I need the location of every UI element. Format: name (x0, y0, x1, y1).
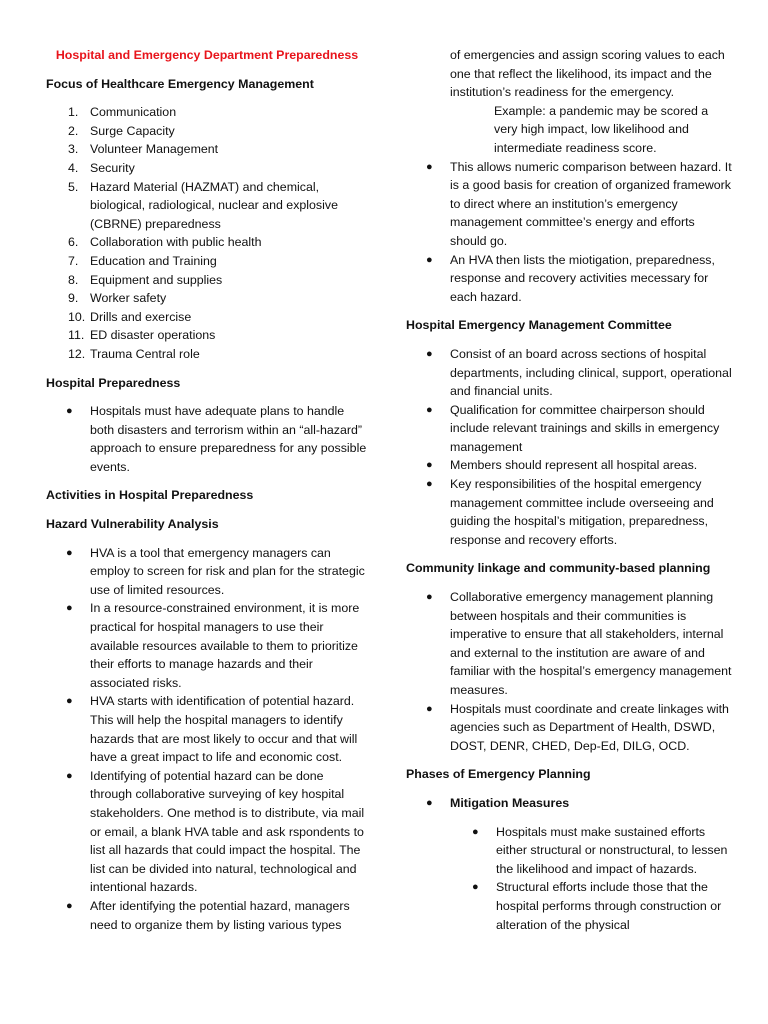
bullet-icon: ● (66, 899, 73, 912)
bullet-icon: ● (426, 459, 433, 472)
community-list (406, 588, 732, 755)
mitigation-list (406, 823, 732, 935)
list-item: ● Hospitals must make sustained efforts either structural or nonstructural, to lessen the likelihood and impact of hazards. (472, 824, 728, 876)
left-column (46, 46, 368, 944)
list-item: 8. Equipment and supplies (68, 272, 223, 287)
list-item: ● In a resource-constrained environment, it is more practical for hospital managers to use their available resources available to them to prioritize their efforts to manage hazards and their associated risks. (66, 601, 360, 690)
hva-continuation-text: of emergencies and assign scoring values to each one that reflect the likelihood, its impact and the institution’s readiness for the emergency. (450, 48, 725, 100)
list-item: 2. Surge Capacity (68, 123, 175, 138)
hva-list-continued (406, 158, 732, 307)
community-heading: Community linkage and community-based planning (406, 561, 711, 576)
bullet-icon: ● (472, 825, 479, 838)
phases-heading: Phases of Emergency Planning (406, 767, 591, 782)
list-item: 11. ED disaster operations (68, 328, 216, 343)
hva-example: Example: a pandemic may be scored a very high impact, low likelihood and intermediate readiness score. (494, 103, 709, 155)
phases-list (406, 794, 732, 813)
list-item: 3. Volunteer Management (68, 142, 219, 157)
list-item: 4. Security (68, 160, 135, 175)
bullet-icon: ● (426, 796, 433, 809)
list-item: 6. Collaboration with public health (68, 235, 262, 250)
list-item: ● HVA is a tool that emergency managers can employ to screen for risk and plan for the strategic use of limited resources. (66, 545, 365, 597)
list-item: 1. Communication (68, 105, 177, 120)
list-item (406, 794, 732, 813)
activities-heading: Activities in Hospital Preparedness (46, 488, 254, 503)
list-item: ● An HVA then lists the miotigation, preparedness, response and recovery activities mecessary for each hazard. (426, 252, 715, 304)
bullet-icon: ● (66, 695, 73, 708)
focus-heading: Focus of Healthcare Emergency Management (46, 76, 314, 91)
list-item: ● Identifying of potential hazard can be done through collaborative surveying of key hospital stakeholders. One method is to distribute, via mail or email, a blank HVA table and ask rspondents to list all hazards that could impact the hospital. The list can be divided into natural, technological and intentional hazards. (66, 768, 365, 895)
bullet-icon: ● (66, 546, 73, 559)
list-item: ● Key responsibilities of the hospital emergency management committee include overseeing and guiding the hospital’s mitigation, preparedness, response and recovery efforts. (426, 477, 714, 547)
right-column (406, 46, 732, 944)
bullet-icon: ● (426, 253, 433, 266)
list-item: ● Hospitals must have adequate plans to handle both disasters and terrorism within an “all-hazard” approach to ensure preparedness for any possible events. (66, 404, 367, 474)
list-item: ● Members should represent all hospital areas. (406, 456, 732, 475)
bullet-icon: ● (472, 881, 479, 894)
bullet-icon: ● (426, 160, 433, 173)
bullet-icon: ● (66, 769, 73, 782)
list-item: ● Hospitals must coordinate and create linkages with agencies such as Department of Health, DSWD, DOST, DENR, CHED, Dep-Ed, DILG, OCD. (426, 701, 729, 753)
list-item: ● Consist of an board across sections of hospital departments, including clinical, support, operational and financial units. (426, 346, 732, 399)
bullet-icon: ● (426, 347, 433, 360)
committee-list (406, 345, 732, 550)
list-item: 10. Drills and exercise (68, 309, 192, 324)
list-item: 5. Hazard Material (HAZMAT) and chemical, biological, radiological, nuclear and explosive (CBRNE) preparedness (68, 179, 338, 231)
bullet-icon: ● (426, 403, 433, 416)
document-title: Hospital and Emergency Department Preparedness (55, 48, 359, 62)
hva-list (46, 544, 368, 934)
list-item: ● Qualification for committee chairperson should include relevant trainings and skills in emergency management (426, 402, 720, 454)
list-item: ● HVA starts with identification of potential hazard. This will help the hospital managers to identify hazards that are most likely to occur and that will have a great impact to life and economic cost. (66, 694, 358, 765)
list-item: ● This allows numeric comparison between hazard. It is a good basis for creation of organized framework to direct where an institution’s emergency management committee’s energy and efforts should go. (426, 159, 732, 248)
list-item: ● Structural efforts include those that the hospital performs through construction or alteration of the physical (472, 880, 722, 932)
hospital-preparedness-heading: Hospital Preparedness (46, 375, 181, 390)
bullet-icon: ● (426, 591, 433, 604)
list-item: ● After identifying the potential hazard, managers need to organize them by listing various types (66, 898, 350, 932)
bullet-icon: ● (426, 478, 433, 491)
list-item: 9. Worker safety (68, 291, 167, 306)
list-item: 7. Education and Training (68, 253, 217, 268)
committee-heading: Hospital Emergency Management Committee (406, 318, 672, 333)
hospital-preparedness-list (46, 402, 368, 476)
bullet-icon: ● (426, 702, 433, 715)
list-item: ● Collaborative emergency management planning between hospitals and their communities is imperative to ensure that all stakeholders, internal and external to the institution are aware of and familiar with the hospital’s emergency management measures. (426, 590, 732, 697)
list-item: 12. Trauma Central role (68, 346, 200, 361)
bullet-icon: ● (66, 405, 73, 418)
hva-heading: Hazard Vulnerability Analysis (46, 517, 219, 532)
hva-continuation (406, 46, 732, 158)
focus-list (46, 103, 368, 363)
mitigation-label: Mitigation Measures (450, 795, 570, 810)
bullet-icon: ● (66, 602, 73, 615)
